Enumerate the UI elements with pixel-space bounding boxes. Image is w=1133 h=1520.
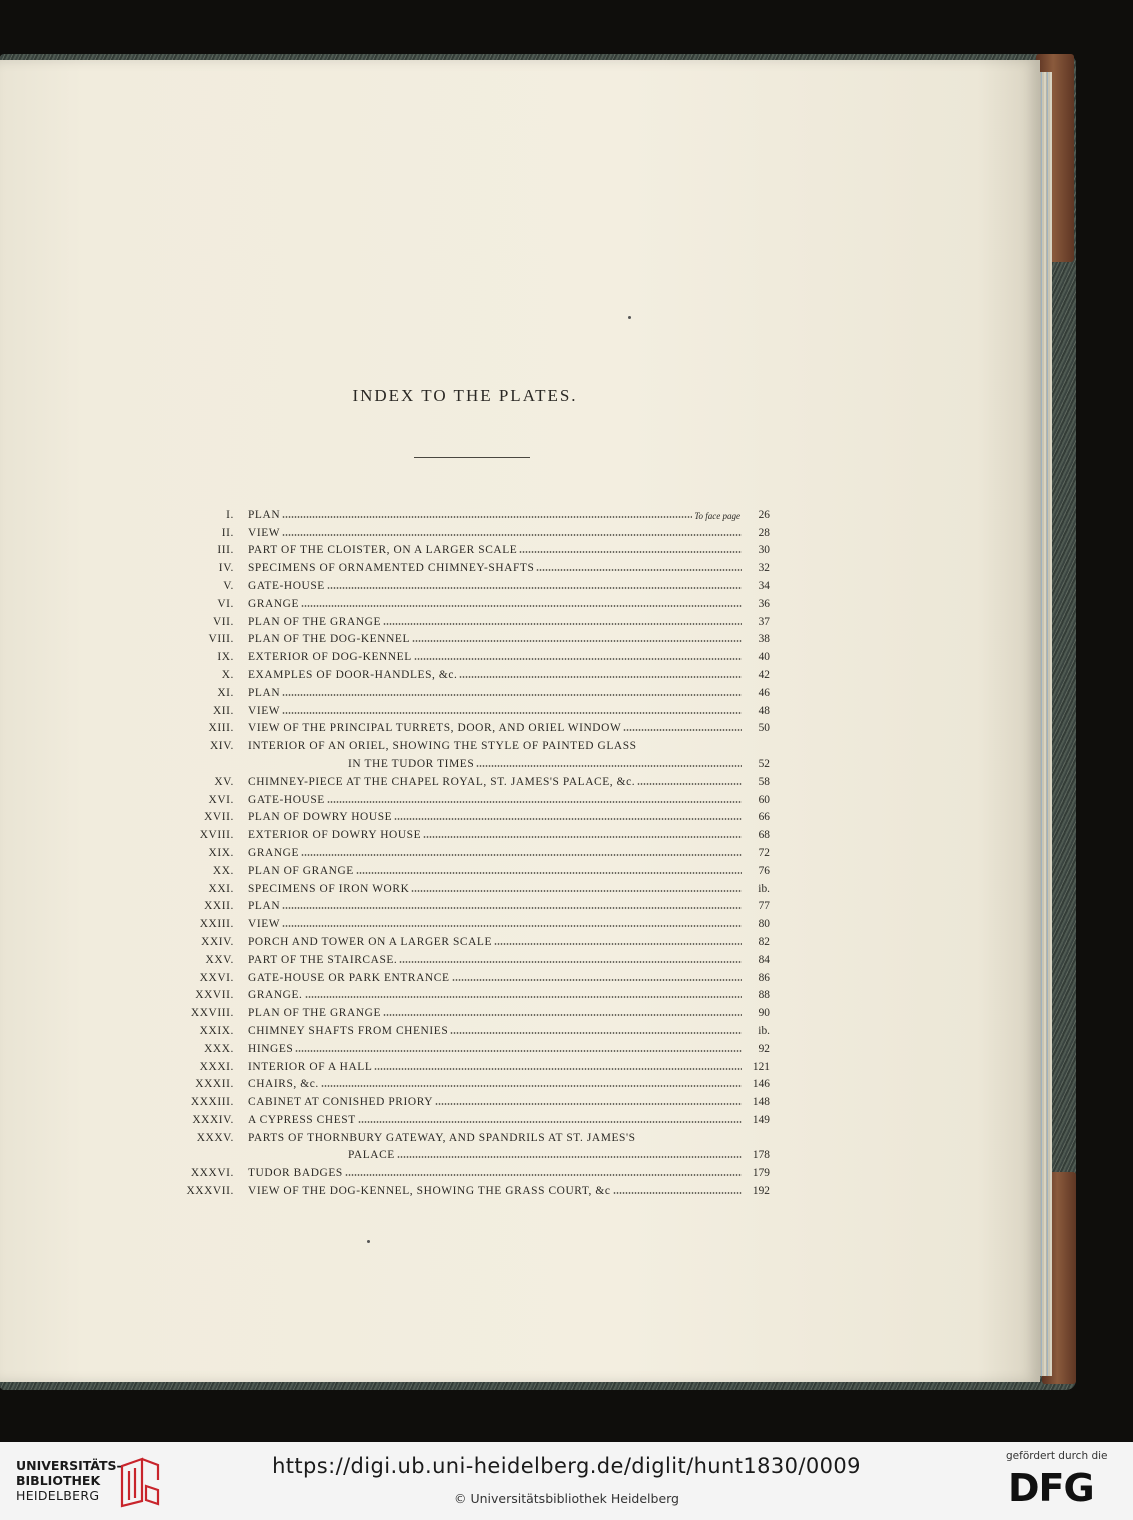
plate-title: VIEW OF THE PRINCIPAL TURRETS, DOOR, AND ORIEL WINDOW	[248, 722, 622, 735]
plate-number: XV.	[214, 775, 234, 788]
plate-title: PART OF THE CLOISTER, ON A LARGER SCALE	[248, 544, 518, 557]
paper-speck	[628, 316, 631, 319]
plate-number: XXXVI.	[190, 1167, 234, 1180]
page-number: 76	[758, 864, 770, 877]
page-number: 90	[758, 1007, 770, 1020]
plate-number: XXXI.	[199, 1060, 234, 1073]
plates-index	[170, 503, 770, 1197]
plate-title: SPECIMENS OF ORNAMENTED CHIMNEY-SHAFTS	[248, 562, 535, 575]
plate-number: XXXVII.	[186, 1185, 234, 1198]
page-number: 149	[752, 1113, 770, 1126]
plate-title: PLAN OF THE GRANGE	[248, 615, 382, 628]
plate-title: GATE-HOUSE	[248, 793, 325, 806]
plate-number: XXVII.	[195, 989, 234, 1002]
page-number: 92	[758, 1042, 770, 1055]
plate-title: INTERIOR OF AN ORIEL, SHOWING THE STYLE OF PAINTED GLASS	[248, 740, 637, 753]
plate-title: VIEW	[248, 918, 281, 931]
index-entry	[170, 503, 770, 521]
page-number: 178	[752, 1149, 770, 1162]
plate-title: INTERIOR OF A HALL	[248, 1060, 373, 1073]
page-number: 37	[758, 615, 770, 628]
index-entry	[170, 966, 770, 984]
plate-number: XXXIV.	[192, 1113, 234, 1126]
page-number: 146	[752, 1078, 770, 1091]
index-entry	[170, 556, 770, 574]
page-number: 48	[758, 704, 770, 717]
page-number: 52	[758, 757, 770, 770]
plate-number: XXI.	[208, 882, 234, 895]
plate-number: X.	[221, 668, 234, 681]
title-rule	[414, 457, 530, 458]
plate-number: VII.	[212, 615, 234, 628]
dot-leader	[435, 1103, 742, 1105]
dot-leader	[282, 712, 742, 714]
dot-leader	[536, 569, 742, 571]
index-entry	[170, 1073, 770, 1091]
dot-leader	[494, 943, 742, 945]
dot-leader	[412, 640, 742, 642]
index-entry	[170, 628, 770, 646]
plate-number: VIII.	[208, 633, 234, 646]
dot-leader	[394, 818, 742, 820]
page-number: 86	[758, 971, 770, 984]
page-number: 26	[758, 508, 770, 521]
dot-leader	[282, 925, 742, 927]
plate-number: XVI.	[208, 793, 234, 806]
page-number: 38	[758, 633, 770, 646]
index-entry	[170, 645, 770, 663]
index-entry	[170, 1144, 770, 1162]
index-entry	[170, 823, 770, 841]
face-page-label: To face page	[694, 510, 740, 521]
index-entry	[170, 984, 770, 1002]
plate-title: CHIMNEY-PIECE AT THE CHAPEL ROYAL, ST. JAMES'S PALACE, &c.	[248, 775, 636, 788]
paper-speck	[367, 1240, 370, 1243]
plate-title: VIEW	[248, 704, 281, 717]
page-number: 66	[758, 811, 770, 824]
dot-leader	[411, 890, 742, 892]
plate-number: XXXII.	[195, 1078, 234, 1091]
index-entry	[170, 1126, 770, 1144]
dot-leader	[623, 729, 742, 731]
plate-title: GATE-HOUSE	[248, 579, 325, 592]
plate-title: CHIMNEY SHAFTS FROM CHENIES	[248, 1024, 449, 1037]
dot-leader	[519, 551, 742, 553]
page-number: 34	[758, 579, 770, 592]
plate-title: PART OF THE STAIRCASE.	[248, 953, 398, 966]
index-entry	[170, 539, 770, 557]
plate-number: XXIII.	[199, 918, 234, 931]
dot-leader	[327, 801, 742, 803]
plate-title: GRANGE	[248, 597, 300, 610]
page-number: ib.	[758, 1024, 770, 1037]
funding-label: gefördert durch die	[1006, 1450, 1108, 1462]
plate-number: I.	[226, 508, 234, 521]
plate-title: PARTS OF THORNBURY GATEWAY, AND SPANDRILS AT ST. JAMES'S	[248, 1131, 636, 1144]
plate-title: CABINET AT CONISHED PRIORY	[248, 1096, 434, 1109]
plate-title: PLAN	[248, 900, 281, 913]
page-number: 46	[758, 686, 770, 699]
dot-leader	[327, 587, 742, 589]
plate-title: EXAMPLES OF DOOR-HANDLES, &c.	[248, 668, 458, 681]
plate-number: VI.	[217, 597, 234, 610]
plate-number: XIX.	[208, 846, 234, 859]
plate-number: XXIX.	[199, 1024, 234, 1037]
plate-title: VIEW OF THE DOG-KENNEL, SHOWING THE GRASS COURT, &c	[248, 1185, 611, 1198]
plate-title: CHAIRS, &c.	[248, 1078, 319, 1091]
dot-leader	[399, 961, 742, 963]
index-entry	[170, 1090, 770, 1108]
index-entry	[170, 1055, 770, 1073]
dfg-funding[interactable]	[1006, 1450, 1122, 1512]
permalink-url[interactable]: https://digi.ub.uni-heidelberg.de/diglit/hunt1830/0009	[272, 1454, 861, 1478]
plate-number: XXXIII.	[190, 1096, 234, 1109]
plate-title: VIEW	[248, 526, 281, 539]
plate-title: SPECIMENS OF IRON WORK	[248, 882, 410, 895]
dot-leader	[374, 1068, 742, 1070]
page-number: 72	[758, 846, 770, 859]
index-entry	[170, 1179, 770, 1197]
dot-leader	[414, 658, 742, 660]
index-entry	[170, 610, 770, 628]
page-number: 30	[758, 544, 770, 557]
page-number: 32	[758, 562, 770, 575]
plate-title: GRANGE	[248, 846, 300, 859]
index-entry	[170, 806, 770, 824]
plate-number: XXVI.	[199, 971, 234, 984]
plate-number: XXX.	[204, 1042, 234, 1055]
page-number: 58	[758, 775, 770, 788]
index-entry	[170, 592, 770, 610]
copyright-notice: © Universitätsbibliothek Heidelberg	[453, 1491, 679, 1506]
plate-number: IV.	[218, 562, 234, 575]
index-entry	[170, 681, 770, 699]
index-entry	[170, 841, 770, 859]
dot-leader	[295, 1050, 742, 1052]
book-page	[0, 60, 1040, 1382]
page-number: ib.	[758, 882, 770, 895]
index-entry	[170, 877, 770, 895]
index-entry	[170, 930, 770, 948]
plate-title: PLAN OF GRANGE	[248, 864, 354, 877]
plate-number: XVIII.	[199, 829, 234, 842]
dot-leader	[301, 854, 742, 856]
index-entry	[170, 663, 770, 681]
plate-number: XXV.	[205, 953, 234, 966]
page-number: 68	[758, 829, 770, 842]
index-entry	[170, 1019, 770, 1037]
plate-title: PORCH AND TOWER ON A LARGER SCALE	[248, 935, 493, 948]
library-name-line1: UNIVERSITÄTS-	[16, 1458, 122, 1473]
page-number: 84	[758, 953, 770, 966]
plate-title: PLAN OF THE GRANGE	[248, 1007, 382, 1020]
plate-number: XVII.	[204, 811, 234, 824]
plate-number: XIV.	[209, 740, 234, 753]
page-number: 88	[758, 989, 770, 1002]
dot-leader	[358, 1121, 742, 1123]
page-number: 50	[758, 722, 770, 735]
plate-number: XX.	[212, 864, 234, 877]
plate-title: HINGES	[248, 1042, 294, 1055]
library-name-line2: BIBLIOTHEK	[16, 1473, 101, 1488]
plate-title: PLAN OF THE DOG-KENNEL	[248, 633, 411, 646]
dot-leader	[637, 783, 742, 785]
dot-leader	[282, 534, 742, 536]
plate-number: II.	[221, 526, 234, 539]
dot-leader	[383, 623, 742, 625]
plate-title: PLAN	[248, 508, 281, 521]
plate-number: XII.	[212, 704, 234, 717]
plate-number: XIII.	[208, 722, 234, 735]
plate-number: XXII.	[204, 900, 234, 913]
library-name-line3: HEIDELBERG	[16, 1488, 100, 1503]
page-number: 28	[758, 526, 770, 539]
page-number: 82	[758, 935, 770, 948]
index-entry	[170, 1037, 770, 1055]
dot-leader	[356, 872, 742, 874]
plate-title: EXTERIOR OF DOWRY HOUSE	[248, 829, 422, 842]
index-entry	[170, 859, 770, 877]
viewer-footer	[0, 1442, 1133, 1520]
dot-leader	[397, 1156, 742, 1158]
plate-title: A CYPRESS CHEST	[248, 1113, 356, 1126]
dot-leader	[282, 516, 692, 518]
page-number: 77	[758, 900, 770, 913]
plate-title: GRANGE.	[248, 989, 303, 1002]
plate-number: XXVIII.	[190, 1007, 234, 1020]
plate-title: GATE-HOUSE OR PARK ENTRANCE	[248, 971, 450, 984]
dot-leader	[383, 1014, 742, 1016]
index-entry	[170, 699, 770, 717]
dot-leader	[301, 605, 742, 607]
dot-leader	[305, 996, 742, 998]
index-entry	[170, 895, 770, 913]
page-number: 40	[758, 651, 770, 664]
page-number: 121	[752, 1060, 770, 1073]
plate-title: TUDOR BADGES	[248, 1167, 343, 1180]
dot-leader	[345, 1174, 742, 1176]
index-entry	[170, 1108, 770, 1126]
plate-number: III.	[217, 544, 234, 557]
plate-number: XI.	[217, 686, 234, 699]
index-entry	[170, 734, 770, 752]
plate-number: V.	[223, 579, 234, 592]
index-entry	[170, 717, 770, 735]
page-number: 179	[752, 1167, 770, 1180]
page-number: 80	[758, 918, 770, 931]
page-number: 42	[758, 668, 770, 681]
index-entry	[170, 521, 770, 539]
page-number: 192	[752, 1185, 770, 1198]
dot-leader	[282, 907, 742, 909]
plate-number: XXIV.	[201, 935, 234, 948]
plate-title: PLAN	[248, 686, 281, 699]
plate-title: PALACE	[348, 1149, 395, 1162]
dot-leader	[282, 694, 742, 696]
index-entry	[170, 574, 770, 592]
page-number: 60	[758, 793, 770, 806]
dot-leader	[423, 836, 742, 838]
plate-number: XXXV.	[196, 1131, 234, 1144]
index-entry	[170, 1161, 770, 1179]
plate-title: IN THE TUDOR TIMES	[348, 757, 475, 770]
dot-leader	[459, 676, 742, 678]
index-entry	[170, 912, 770, 930]
plate-number: IX.	[217, 651, 234, 664]
dot-leader	[321, 1085, 742, 1087]
dfg-logo: DFG	[1008, 1466, 1094, 1510]
dot-leader	[452, 979, 742, 981]
index-entry	[170, 752, 770, 770]
plate-title: PLAN OF DOWRY HOUSE	[248, 811, 393, 824]
dot-leader	[450, 1032, 742, 1034]
page-title: INDEX TO THE PLATES.	[352, 386, 578, 405]
index-entry	[170, 1001, 770, 1019]
plate-title: EXTERIOR OF DOG-KENNEL	[248, 651, 412, 664]
index-entry	[170, 948, 770, 966]
index-entry	[170, 770, 770, 788]
dot-leader	[613, 1192, 742, 1194]
index-entry	[170, 788, 770, 806]
page-number: 148	[752, 1096, 770, 1109]
page-number: 36	[758, 597, 770, 610]
dot-leader	[476, 765, 742, 767]
